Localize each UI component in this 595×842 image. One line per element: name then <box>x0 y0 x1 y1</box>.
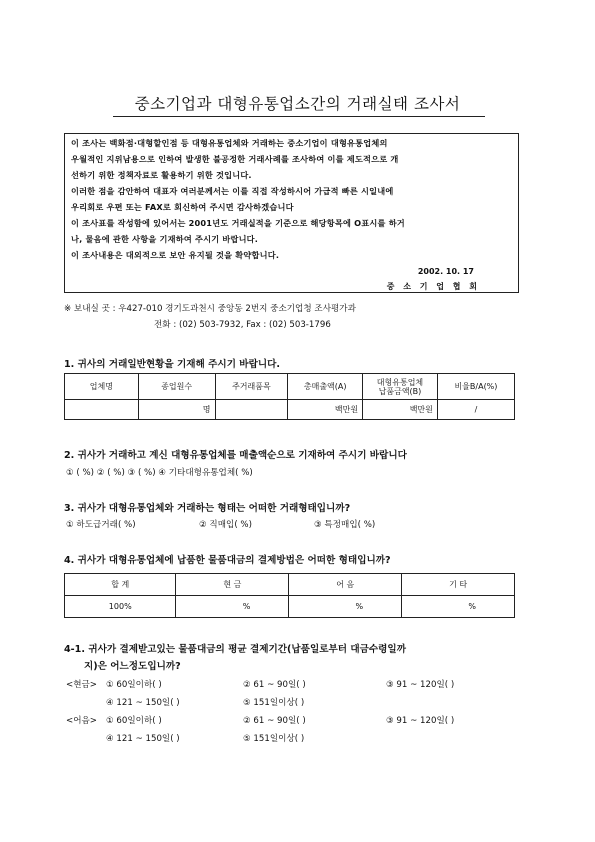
table-cell[interactable]: 백만원 <box>288 400 363 420</box>
mailing-contact: 전화 : (02) 503-7932, Fax : (02) 503-1796 <box>154 320 331 330</box>
bill-option-1[interactable]: ① 60일이하( ) <box>106 716 162 726</box>
question-3: 3. 귀사가 대형유통업체와 거래하는 형태는 어떠한 거래형태입니까? <box>64 503 351 514</box>
general-status-table <box>64 373 515 420</box>
bill-option-2[interactable]: ② 61 ~ 90일( ) <box>243 716 306 726</box>
cash-label: <현금> <box>66 680 98 690</box>
table-cell[interactable]: % <box>289 596 402 618</box>
question-2: 2. 귀사가 거래하고 계신 대형유통업체를 매출액순으로 기재하여 주시기 바랍니다 <box>64 450 407 461</box>
table-header: 합 계 <box>65 574 176 596</box>
table-cell: 100% <box>65 596 176 618</box>
payment-method-table <box>64 573 515 618</box>
table-cell[interactable] <box>215 400 288 420</box>
mailing-address: ※ 보내실 곳 : 우427-010 경기도과천시 중앙동 2번지 중소기업청 조사평가과 <box>64 304 356 314</box>
question-4-1-cont: 지)은 어느정도입니까? <box>84 661 181 672</box>
question-1: 1. 귀사의 거래일반현황을 기재해 주시기 바랍니다. <box>64 359 281 370</box>
cash-option-4[interactable]: ④ 121 ~ 150일( ) <box>106 698 180 708</box>
intro-line: 이 조사는 백화점·대형할인점 등 대형유통업체와 거래하는 중소기업이 대형유통업체의 <box>71 138 388 148</box>
table-cell[interactable] <box>65 400 139 420</box>
table-header: 어 음 <box>289 574 402 596</box>
option-subcontract[interactable]: ① 하도급거래( %) <box>66 520 136 530</box>
bill-option-4[interactable]: ④ 121 ~ 150일( ) <box>106 734 180 744</box>
intro-line: 이러한 점을 감안하여 대표자 여러분께서는 이를 직접 작성하시어 가급적 빠른 시일내에 <box>71 186 394 196</box>
question-2-options[interactable]: ① ( %) ② ( %) ③ ( %) ④ 기타대형유통업체( %) <box>66 468 253 478</box>
question-4-1: 4-1. 귀사가 결제받고있는 물품대금의 평균 결제기간(납품일로부터 대금수령일까 <box>64 644 406 655</box>
intro-line: 선하기 위한 정책자료로 활용하기 위한 것입니다. <box>71 170 252 180</box>
table-header: 종업원수 <box>138 374 215 400</box>
table-header: 주거래품목 <box>215 374 288 400</box>
bill-label: <어음> <box>66 716 98 726</box>
intro-organization: 중 소 기 업 협 회 <box>386 282 480 291</box>
bill-option-3[interactable]: ③ 91 ~ 120일( ) <box>386 716 455 726</box>
table-cell[interactable]: 명 <box>138 400 215 420</box>
table-cell[interactable]: % <box>402 596 515 618</box>
option-direct-purchase[interactable]: ② 직매입( %) <box>199 520 252 530</box>
intro-line: 우리회로 우편 또는 FAX로 회신하여 주시면 감사하겠습니다 <box>71 202 294 212</box>
table-cell[interactable]: 백만원 <box>363 400 438 420</box>
table-header: 비율B/A(%) <box>437 374 514 400</box>
table-cell[interactable]: % <box>176 596 289 618</box>
table-cell[interactable]: / <box>437 400 514 420</box>
cash-option-1[interactable]: ① 60일이하( ) <box>106 680 162 690</box>
table-header: 현 금 <box>176 574 289 596</box>
title-underline <box>113 116 485 117</box>
cash-option-5[interactable]: ⑤ 151일이상( ) <box>243 698 305 708</box>
table-header: 총매출액(A) <box>288 374 363 400</box>
intro-date: 2002. 10. 17 <box>417 267 474 276</box>
intro-box <box>64 133 519 293</box>
intro-line: 이 조사표를 작성함에 있어서는 2001년도 거래실적을 기준으로 해당항목에 O표시를 하거 <box>71 218 405 228</box>
intro-line: 이 조사내용은 대외적으로 보안 유지될 것을 확약합니다. <box>71 250 280 260</box>
cash-option-2[interactable]: ② 61 ~ 90일( ) <box>243 680 306 690</box>
question-4: 4. 귀사가 대형유통업체에 납품한 물품대금의 결제방법은 어떠한 형태입니까? <box>64 555 391 566</box>
table-header: 대형유통업체 납품금액(B) <box>363 374 438 400</box>
intro-line: 우월적인 지위남용으로 인하여 발생한 불공정한 거래사례를 조사하여 이를 제도적으로 개 <box>71 154 399 164</box>
bill-option-5[interactable]: ⑤ 151일이상( ) <box>243 734 305 744</box>
option-specific-purchase[interactable]: ③ 특정매입( %) <box>314 520 376 530</box>
table-header: 업체명 <box>65 374 139 400</box>
intro-line: 나, 물음에 관한 사항을 기재하여 주시기 바랍니다. <box>71 234 259 244</box>
table-header: 기 타 <box>402 574 515 596</box>
document-title: 중소기업과 대형유통업소간의 거래실태 조사서 <box>134 95 461 113</box>
cash-option-3[interactable]: ③ 91 ~ 120일( ) <box>386 680 455 690</box>
